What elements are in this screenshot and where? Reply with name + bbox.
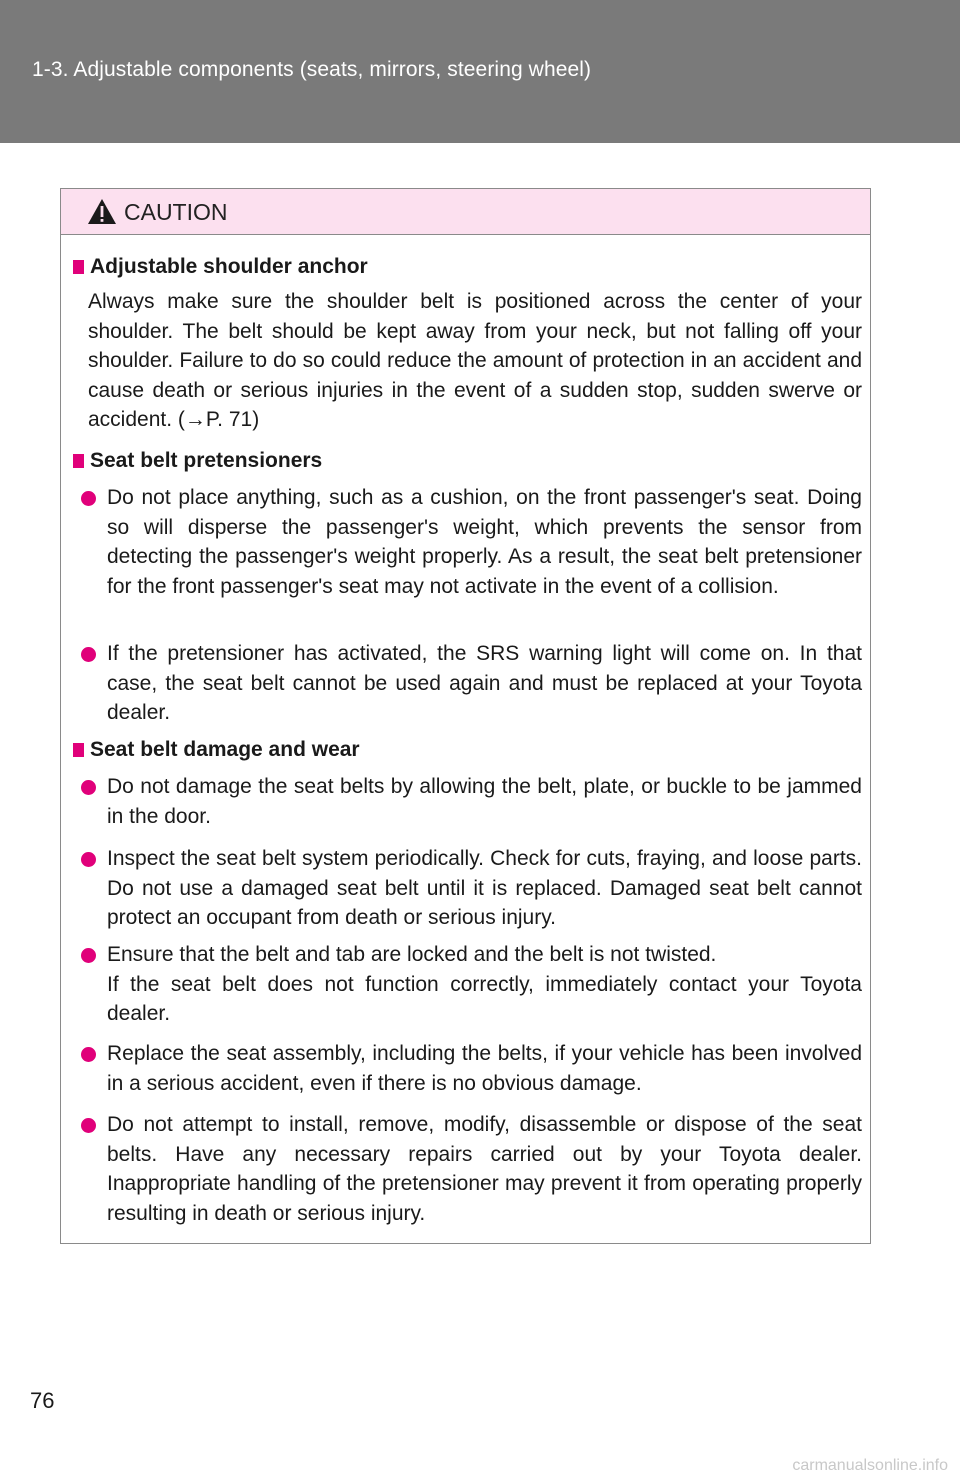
circle-bullet-icon: [81, 948, 96, 963]
circle-bullet-icon: [81, 852, 96, 867]
circle-bullet-icon: [81, 1118, 96, 1133]
page-header: [0, 0, 960, 143]
square-bullet-icon: [73, 743, 84, 757]
square-bullet-icon: [73, 454, 84, 468]
circle-bullet-icon: [81, 647, 96, 662]
warning-triangle-icon: [87, 198, 117, 225]
caution-label: CAUTION: [124, 199, 228, 225]
list-item: Replace the seat assembly, including the belts, if your vehicle has been involved in a serious accident, even if there is no obvious damage.: [81, 1039, 862, 1098]
list-item: If the pretensioner has activated, the SRS warning light will come on. In that case, the seat belt cannot be used again and must be replaced at your Toyota dealer.: [81, 639, 862, 728]
circle-bullet-icon: [81, 780, 96, 795]
watermark[interactable]: carmanualsonline.info: [792, 1457, 948, 1474]
list-item-line: If the seat belt does not function correctly, immediately contact your Toyota dealer.: [107, 972, 862, 1025]
caution-box: [60, 188, 871, 1244]
section-heading-damage-wear: Seat belt damage and wear: [73, 735, 360, 765]
section-paragraph-shoulder-anchor: Always make sure the shoulder belt is positioned across the center of your shoulder. The belt should be kept away from your neck, but not falling off your shoulder. Failure to do so could reduce the amount of protection in an accident and cause death or serious injuries in the event of a sudden stop, sudden swerve or accident. (→P. 71): [88, 290, 862, 431]
square-bullet-icon: [73, 260, 84, 274]
circle-bullet-icon: [81, 1047, 96, 1062]
list-item: Inspect the seat belt system periodically. Check for cuts, fraying, and loose parts. Do not use a damaged seat belt until it is replaced. Damaged seat belt cannot protect an occupant from death or serious injury.: [81, 844, 862, 933]
list-item: Do not place anything, such as a cushion, on the front passenger's seat. Doing so will disperse the passenger's weight, which prevents the sensor from detecting the passenger's weight properly. As a result, the seat belt pretensioner for the front passenger's seat may not activate in the event of a collision.: [81, 483, 862, 601]
caution-header: [61, 189, 870, 235]
section-heading-pretensioners: Seat belt pretensioners: [73, 446, 322, 476]
list-item: Do not attempt to install, remove, modify, disassemble or dispose of the seat belts. Have any necessary repairs carried out by your Toyota dealer. Inappropriate handling of the pretensioner may prevent it from operating properly resulting in death or serious injury.: [81, 1110, 862, 1228]
list-item: [81, 940, 862, 1029]
circle-bullet-icon: [81, 491, 96, 506]
section-heading-shoulder-anchor: Adjustable shoulder anchor: [73, 252, 368, 282]
chapter-title: 1-3. Adjustable components (seats, mirrors, steering wheel): [32, 58, 592, 81]
page-number: 76: [30, 1388, 55, 1413]
list-item: Do not damage the seat belts by allowing the belt, plate, or buckle to be jammed in the door.: [81, 772, 862, 831]
list-item-line: Ensure that the belt and tab are locked and the belt is not twisted.: [107, 943, 717, 966]
